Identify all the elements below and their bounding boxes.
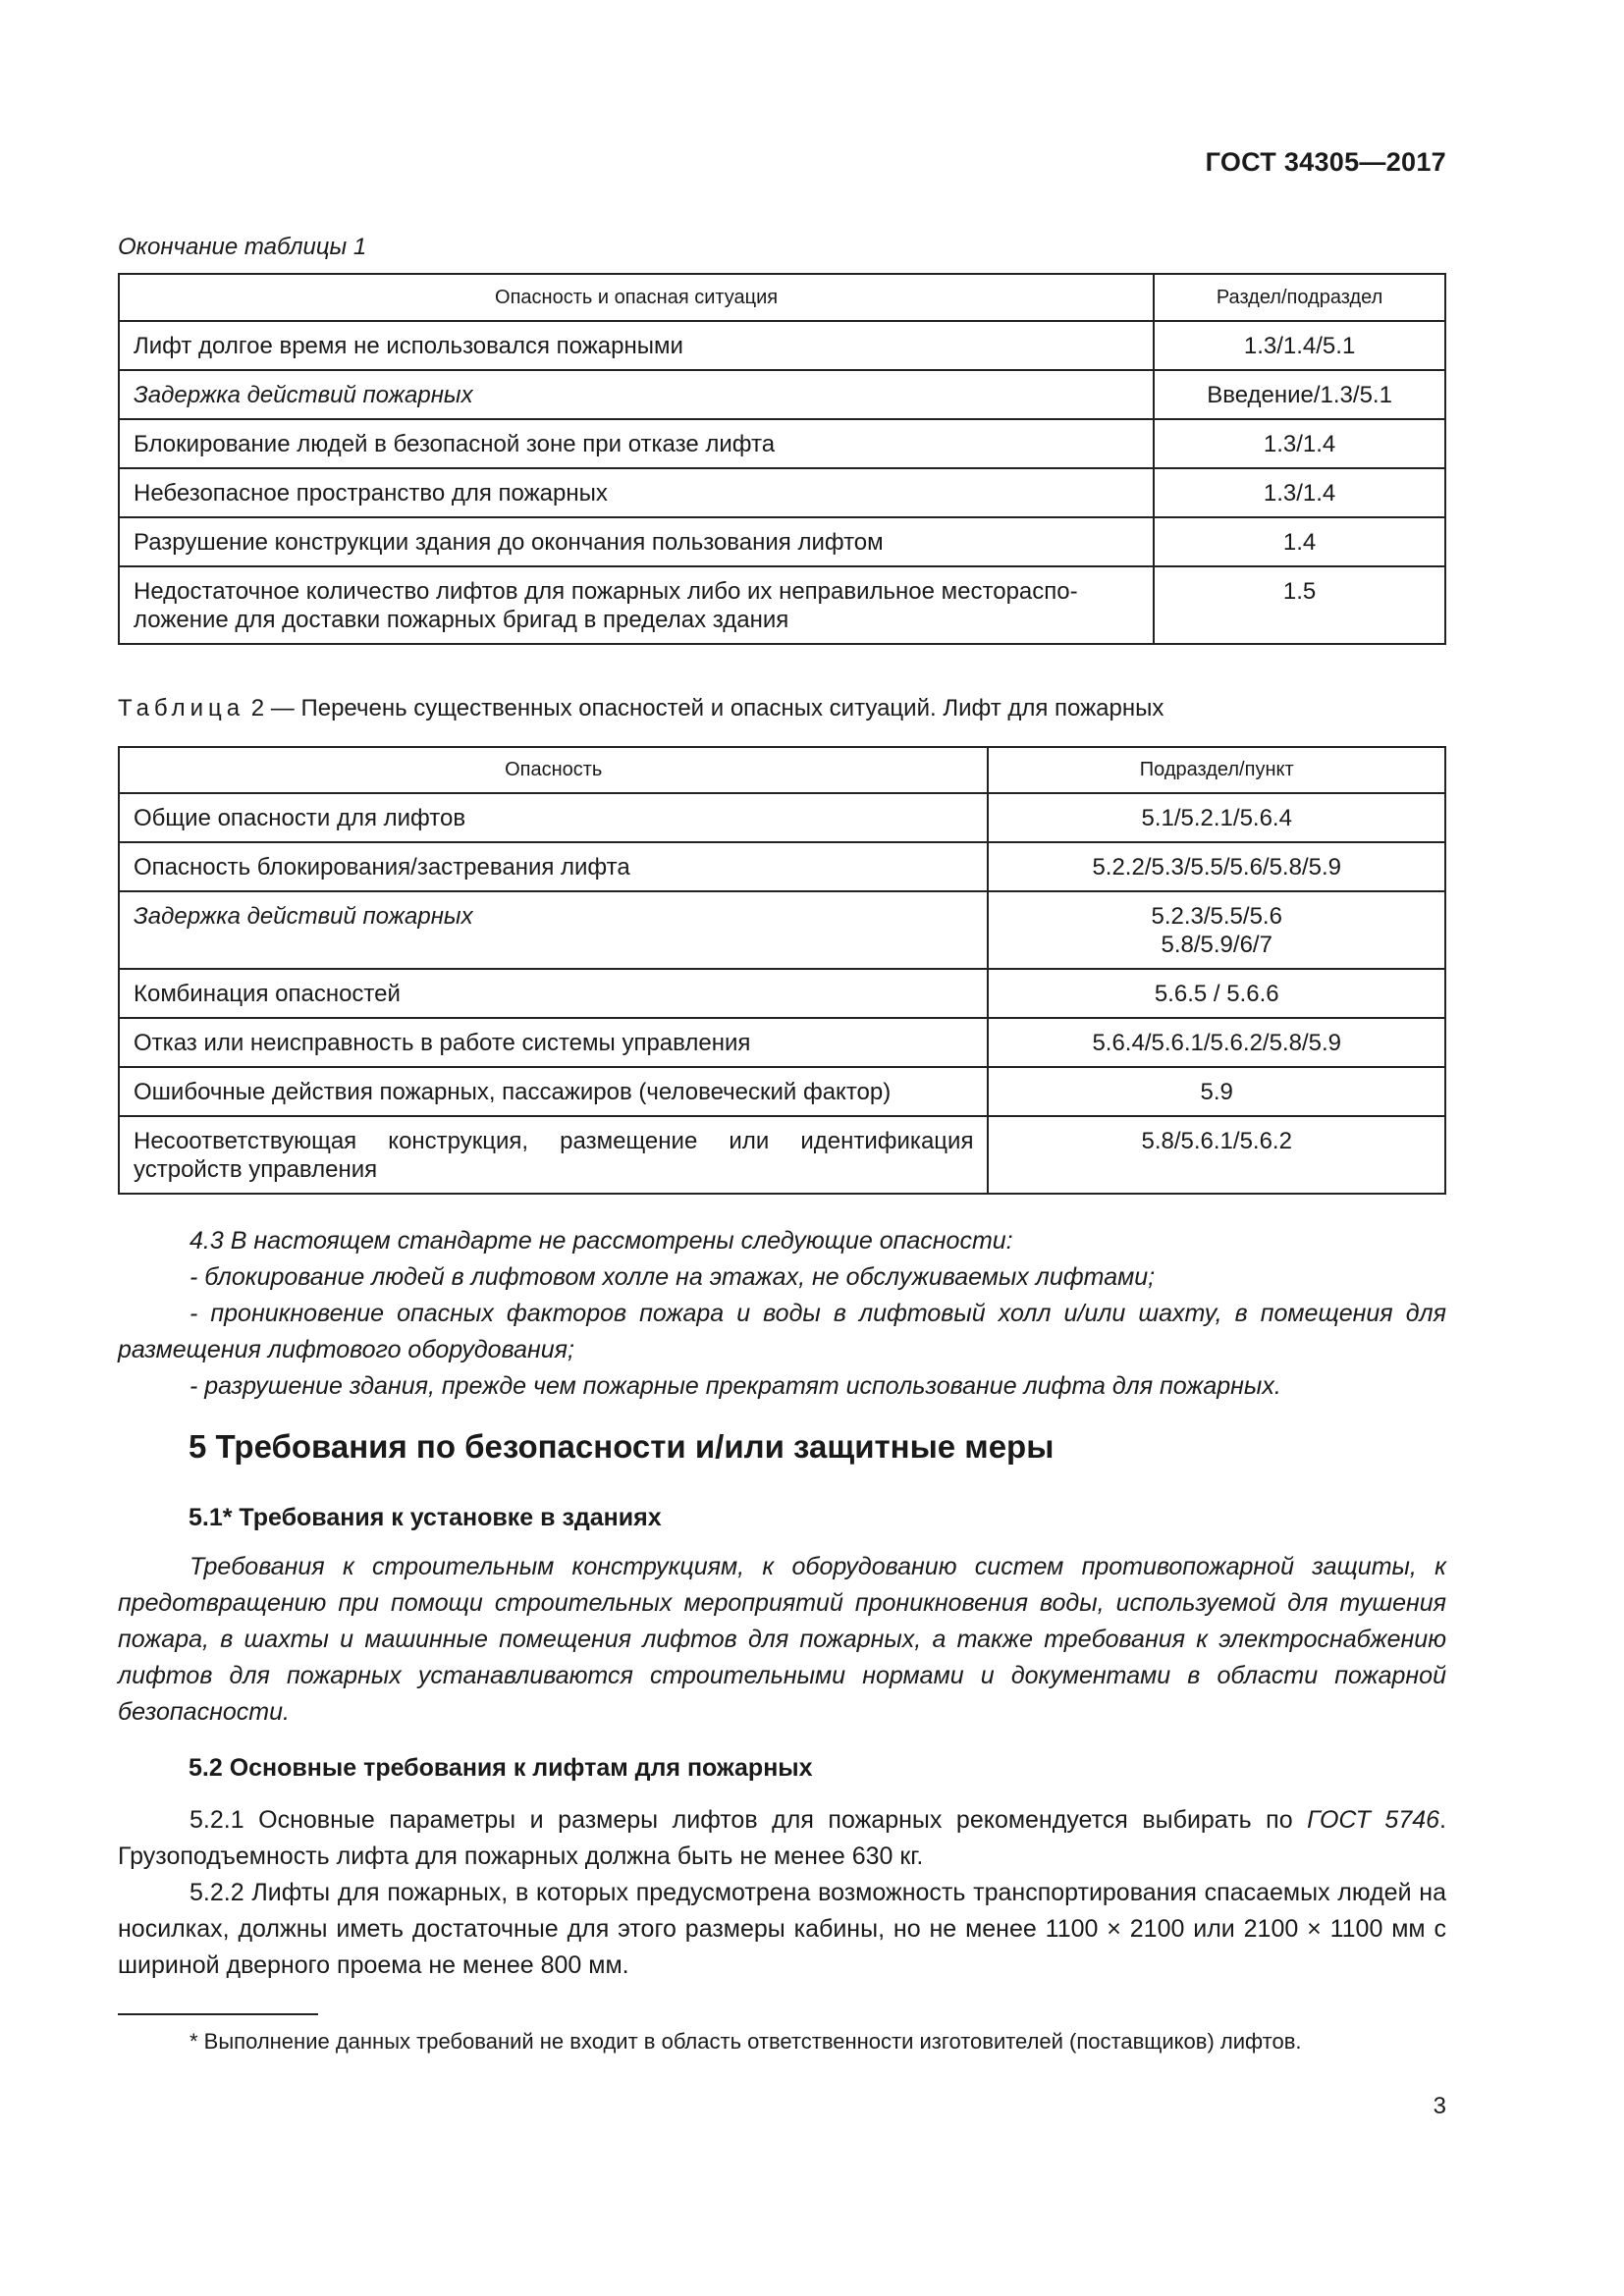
table-row	[119, 370, 1445, 419]
paragraph-5-2-1	[118, 1802, 1446, 1875]
table2-caption-label: Таблица	[118, 695, 245, 721]
table1	[118, 273, 1446, 645]
hazard-line: Недостаточное количество лифтов для пожарных либо их неправильное местораспо-	[134, 578, 1078, 605]
ref-cell: 1.3/1.4/5.1	[1154, 321, 1445, 370]
section-5-2-heading: 5.2 Основные требования к лифтам для пожарных	[189, 1754, 813, 1782]
ref-cell: 5.8/5.6.1/5.6.2	[988, 1116, 1445, 1194]
section-5-heading: 5 Требования по безопасности и/или защитные меры	[189, 1428, 1055, 1465]
ref-line: 5.8/5.9/6/7	[1161, 932, 1272, 958]
section-5-1-text: Требования к строительным конструкциям, к оборудованию систем противопожарной защиты, к предотвращению при помощи строительных мероприятий проникновения воды, используемой для тушения пожара, в шахты и машинные помещения лифтов для пожарных, а также требования к электроснабжению лифтов для пожарных устанавливаются строительными нормами и документами в области пожарной безопасности.	[118, 1553, 1446, 1726]
column-header: Раздел/подраздел	[1154, 274, 1445, 321]
footnote: * Выполнение данных требований не входит в область ответственности изготовителей (поставщиков) лифтов.	[189, 2029, 1302, 2054]
hazard-cell: Комбинация опасностей	[119, 969, 988, 1018]
ref-cell: 1.3/1.4	[1154, 468, 1445, 517]
hazard-cell: Задержка действий пожарных	[119, 370, 1154, 419]
table-header-row	[119, 747, 1445, 793]
gost-reference: ГОСТ 5746	[1307, 1806, 1440, 1834]
section-5-1-heading: 5.1* Требования к установке в зданиях	[189, 1504, 662, 1531]
table-row	[119, 891, 1445, 969]
ref-cell: 1.3/1.4	[1154, 419, 1445, 468]
table-row	[119, 1067, 1445, 1116]
hazard-cell: Блокирование людей в безопасной зоне при отказе лифта	[119, 419, 1154, 468]
table-header-row	[119, 274, 1445, 321]
table-row	[119, 969, 1445, 1018]
ref-cell: 5.6.5 / 5.6.6	[988, 969, 1445, 1018]
footnote-divider	[118, 2013, 318, 2015]
section-5-1-body	[118, 1549, 1446, 1731]
section-5-2-body	[118, 1802, 1446, 1984]
list-item: - разрушение здания, прежде чем пожарные прекратят использование лифта для пожарных.	[189, 1372, 1281, 1400]
table2-caption	[118, 695, 1164, 722]
table-row	[119, 793, 1445, 842]
section-4-3	[118, 1223, 1446, 1405]
table-row	[119, 566, 1445, 644]
hazard-cell: Лифт долгое время не использовался пожарными	[119, 321, 1154, 370]
hazard-cell: Опасность блокирования/застревания лифта	[119, 842, 988, 891]
hazard-cell: Разрушение конструкции здания до окончания пользования лифтом	[119, 517, 1154, 566]
ref-cell: 5.1/5.2.1/5.6.4	[988, 793, 1445, 842]
table-row	[119, 321, 1445, 370]
hazard-cell: Небезопасное пространство для пожарных	[119, 468, 1154, 517]
hazard-cell: Общие опасности для лифтов	[119, 793, 988, 842]
hazard-cell: Отказ или неисправность в работе системы управления	[119, 1018, 988, 1067]
ref-cell: Введение/1.3/5.1	[1154, 370, 1445, 419]
table-row	[119, 517, 1445, 566]
ref-cell: 1.4	[1154, 517, 1445, 566]
table2-caption-text: 2 — Перечень существенных опасностей и опасных ситуаций. Лифт для пожарных	[250, 695, 1164, 721]
paragraph-text: 5.2.1 Основные параметры и размеры лифтов для пожарных рекомендуется выбирать по	[189, 1806, 1308, 1834]
hazard-cell: Ошибочные действия пожарных, пассажиров (человеческий фактор)	[119, 1067, 988, 1116]
table-row	[119, 1018, 1445, 1067]
hazard-cell: Несоответствующая конструкция, размещение или идентификация устройств управления	[119, 1116, 988, 1194]
document-code: ГОСТ 34305—2017	[1205, 147, 1446, 177]
hazard-line: ложение для доставки пожарных бригад в пределах здания	[134, 607, 789, 633]
ref-cell: 5.9	[988, 1067, 1445, 1116]
hazard-cell	[119, 566, 1154, 644]
table-row	[119, 419, 1445, 468]
ref-cell: 1.5	[1154, 566, 1445, 644]
table-row	[119, 842, 1445, 891]
section-4-3-intro: 4.3 В настоящем стандарте не рассмотрены следующие опасности:	[189, 1227, 1013, 1255]
paragraph-text: . Грузоподъемность лифта для пожарных должна быть не менее 630 кг.	[118, 1806, 1446, 1870]
table-row	[119, 1116, 1445, 1194]
hazard-cell: Задержка действий пожарных	[119, 891, 988, 969]
list-item: - блокирование людей в лифтовом холле на этажах, не обслуживаемых лифтами;	[189, 1263, 1156, 1291]
paragraph-5-2-2: 5.2.2 Лифты для пожарных, в которых предусмотрена возможность транспортирования спасаемых людей на носилках, должны иметь достаточные для этого размеры кабины, но не менее 1100 × 2100 или 2100 × 1100 мм с шириной дверного проема не менее 800 мм.	[118, 1879, 1446, 1979]
ref-cell	[988, 891, 1445, 969]
column-header: Опасность и опасная ситуация	[119, 274, 1154, 321]
table1-caption: Окончание таблицы 1	[118, 234, 367, 260]
page-number: 3	[1433, 2093, 1446, 2119]
ref-cell: 5.6.4/5.6.1/5.6.2/5.8/5.9	[988, 1018, 1445, 1067]
table2	[118, 746, 1446, 1195]
ref-line: 5.2.3/5.5/5.6	[1151, 903, 1282, 930]
ref-cell: 5.2.2/5.3/5.5/5.6/5.8/5.9	[988, 842, 1445, 891]
column-header: Опасность	[119, 747, 988, 793]
list-item: - проникновение опасных факторов пожара и воды в лифтовый холл и/или шахту, в помещения для размещения лифтового оборудования;	[118, 1300, 1446, 1363]
table-row	[119, 468, 1445, 517]
column-header: Подраздел/пункт	[988, 747, 1445, 793]
